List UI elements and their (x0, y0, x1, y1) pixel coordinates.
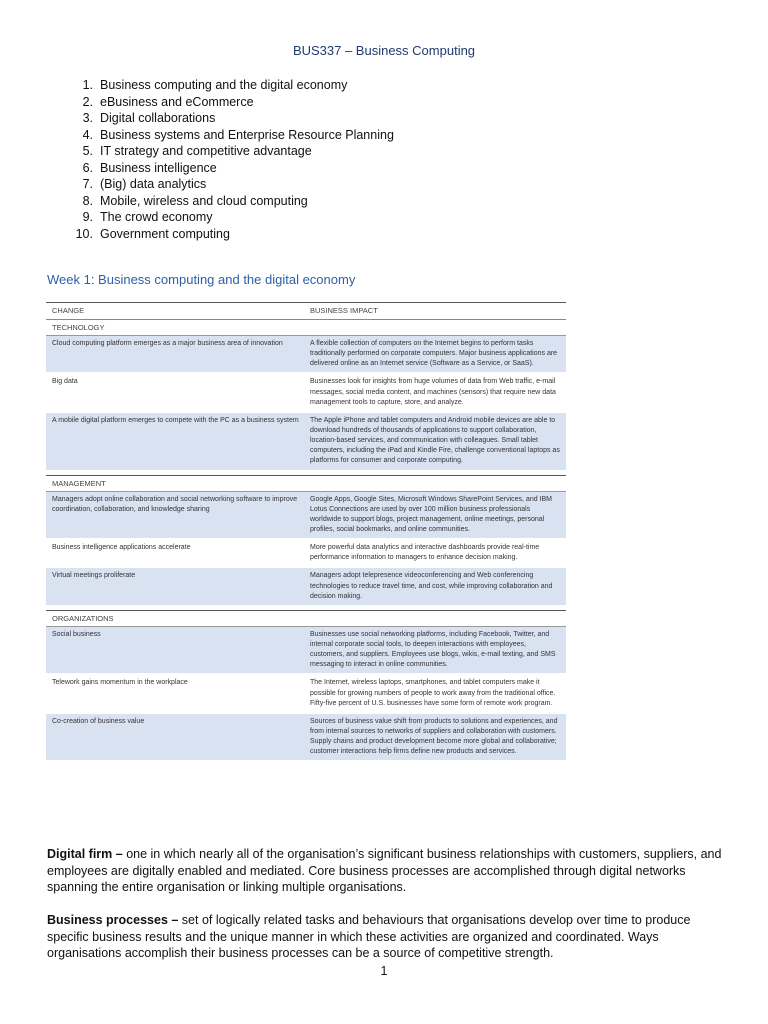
table-section-heading: MANAGEMENT (46, 475, 566, 492)
paragraph-digital-firm: Digital firm – one in which nearly all of the organisation’s significant business relationships with customers, suppliers, and employees are digitally enabled and mediated. Core business processes are accomplished through digital networks spanning the entire organisation or linking multiple organisations. (47, 847, 722, 894)
topic-label: Business computing and the digital economy (100, 78, 348, 92)
topic-label: Business intelligence (100, 160, 217, 175)
impact-cell: Businesses use social networking platforms, including Facebook, Twitter, and internal corporate social tools, to deepen interactions with employees, customers, and suppliers. Employees use blogs, wikis, e-mail texting, and SMS messaging to interact in online communities. (310, 630, 556, 669)
document-title: BUS337 – Business Computing (292, 43, 476, 58)
impact-cell: The Internet, wireless laptops, smartphones, and tablet computers make it possible for growing numbers of people to work away from the traditional office. Fifty-five percent of U.S. businesses have some form of remote work program. (310, 679, 556, 707)
topic-number: 9. (82, 210, 93, 224)
topic-number: 10. (75, 226, 93, 241)
column-header-change: CHANGE (52, 305, 85, 315)
change-impact-table (46, 302, 566, 830)
topic-item (68, 94, 394, 111)
impact-cell: The Apple iPhone and tablet computers and Android mobile devices are able to download hundreds of thousands of applications to support collaboration, location-based services, and communication with colleagues. Small tablet computers, including the iPad and Kindle Fire, challenge conventional laptops as platforms for consumer and corporate computing. (310, 416, 560, 465)
table-row (46, 413, 566, 472)
topic-number: 2. (82, 94, 93, 109)
table-row (46, 675, 566, 713)
column-header-impact: BUSINESS IMPACT (310, 305, 378, 315)
change-cell: A mobile digital platform emerges to compete with the PC as a business system (52, 416, 299, 424)
topic-number: 4. (82, 127, 93, 142)
table-row (46, 374, 566, 412)
page-number: 1 (380, 964, 388, 978)
topic-label: (Big) data analytics (100, 177, 207, 191)
change-cell: Telework gains momentum in the workplace (52, 679, 188, 687)
table-section-heading: ORGANIZATIONS (46, 610, 566, 627)
topic-item (68, 226, 394, 243)
lead-term: Digital firm – (47, 847, 123, 861)
impact-cell: A flexible collection of computers on the Internet begins to perform tasks traditionally performed on corporate computers. Major business applications are delivered online as an Internet service (Software as a Service, or SaaS). (310, 340, 558, 368)
table-row (46, 714, 566, 763)
topic-item (68, 176, 394, 193)
topic-number: 6. (82, 160, 93, 175)
topic-item (68, 193, 394, 210)
topic-label: IT strategy and competitive advantage (100, 144, 312, 158)
topic-number: 7. (82, 177, 93, 191)
topic-label: Business systems and Enterprise Resource Planning (100, 127, 394, 142)
paragraph-business-processes: Business processes – set of logically related tasks and behaviours that organisations develop over time to produce specific business results and the unique manner in which these activities are organized and coordinated. Ways organisations accomplish their business processes can be a source of competitive strength. (47, 913, 691, 960)
week-heading: Week 1: Business computing and the digital economy (47, 272, 356, 287)
impact-cell: Sources of business value shift from products to solutions and experiences, and from internal sources to networks of suppliers and collaboration with customers. Supply chains and product development become more global and collaborative; customer interactions help firms define new products and services. (310, 717, 558, 756)
topic-label: eBusiness and eCommerce (100, 94, 254, 109)
impact-cell: More powerful data analytics and interactive dashboards provide real-time performance information to managers to enhance decision making. (310, 544, 540, 562)
table-row (46, 336, 566, 374)
topic-item (68, 127, 394, 144)
impact-cell: Google Apps, Google Sites, Microsoft Windows SharePoint Services, and IBM Lotus Connections are used by over 100 million business professionals worldwide to support blogs, project management, online meetings, personal profiles, social bookmarks, and online communities. (310, 495, 553, 533)
change-cell: Big data (52, 378, 78, 386)
change-cell: Cloud computing platform emerges as a major business area of innovation (52, 340, 283, 347)
change-cell: Social business (52, 630, 101, 638)
change-cell: Managers adopt online collaboration and social networking software to improve coordination, collaboration, and knowledge sharing (52, 495, 298, 513)
lead-term: Business processes – (47, 913, 179, 927)
change-cell: Business intelligence applications accelerate (52, 544, 191, 552)
topic-item (68, 209, 394, 226)
topic-list (68, 77, 394, 242)
change-cell: Co-creation of business value (52, 717, 145, 725)
topic-label: The crowd economy (100, 210, 213, 224)
topic-number: 1. (82, 78, 93, 92)
impact-cell: Businesses look for insights from huge volumes of data from Web traffic, e-mail messages, social media content, and machines (sensors) that require new data management tools to capture, store, and analyze. (310, 378, 556, 406)
impact-cell: Managers adopt telepresence videoconferencing and Web conferencing technologies to reduce travel time, and cost, while improving collaboration and decision making. (310, 572, 553, 600)
topic-item (68, 110, 394, 127)
topic-number: 5. (82, 144, 93, 158)
topic-number: 8. (82, 193, 93, 208)
table-row (46, 568, 566, 606)
topic-label: Government computing (100, 226, 230, 241)
topic-item (68, 77, 394, 94)
table-section-heading: TECHNOLOGY (46, 320, 566, 336)
topic-item (68, 143, 394, 160)
topic-number: 3. (82, 111, 93, 125)
table-header (46, 302, 566, 320)
table-row (46, 540, 566, 568)
change-cell: Virtual meetings proliferate (52, 572, 136, 580)
topic-item (68, 160, 394, 177)
topic-label: Mobile, wireless and cloud computing (100, 193, 308, 208)
table-row (46, 492, 566, 541)
table-row (46, 627, 566, 676)
topic-label: Digital collaborations (100, 111, 216, 125)
